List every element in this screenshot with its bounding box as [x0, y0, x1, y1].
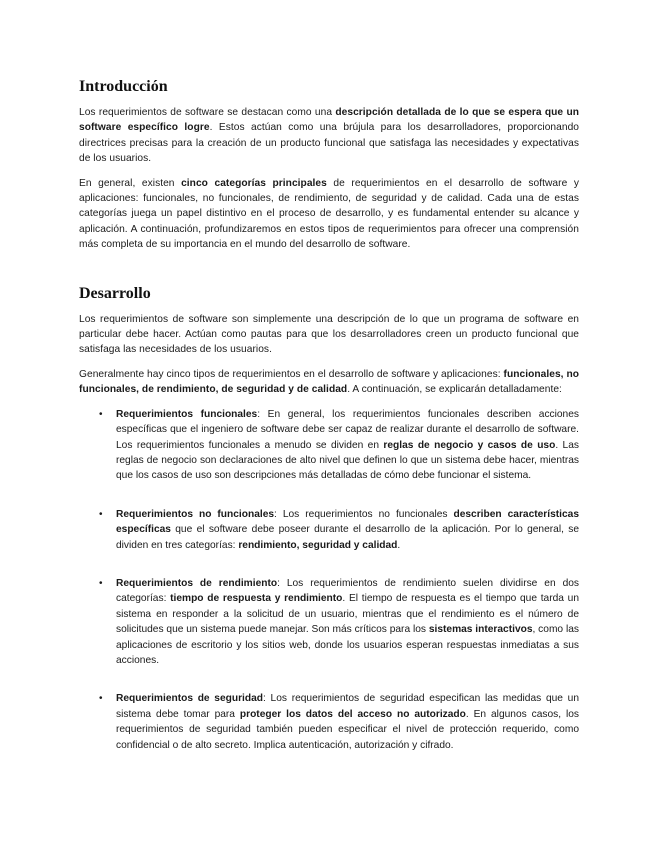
text: de requerimientos en el desarrollo de software y aplicaciones: funcionales, no funcionales, de rendimiento, de seguridad y de calidad. Cada una de estas categorías juega un papel distintivo en el proceso de desarrollo, y es fundamental entender su alcance y aplicación. A continuación, profundizaremos en estos tipos de requerimientos para ofrecer una comprensión más completa de su importancia en el mundo del desarrollo de software.	[79, 177, 580, 251]
text: Generalmente hay cinco tipos de requerimientos en el desarrollo de software y aplicaciones:	[79, 368, 504, 380]
bold-text: funcionales, no funcionales, de rendimiento, de seguridad y de calidad	[79, 368, 580, 396]
text: : Los requerimientos no funcionales	[274, 508, 454, 520]
list-item-functional	[79, 407, 579, 484]
bullet-icon: •	[99, 577, 103, 589]
bold-text: sistemas interactivos	[428, 624, 533, 636]
item-title: Requerimientos no funcionales	[116, 508, 275, 520]
intro-paragraph-1	[79, 105, 579, 167]
bold-text: describen características específicas	[116, 508, 579, 536]
item-title: Requerimientos funcionales	[116, 408, 258, 420]
requirements-list	[79, 407, 579, 753]
text: . Estos actúan como una brújula para los desarrolladores, proporcionando directrices precisas para la creación de un producto funcional que satisfaga las necesidades y expectativas de los usuarios.	[79, 122, 579, 165]
text: . A continuación, se explicarán detalladamente:	[347, 384, 562, 396]
text: En general, existen	[79, 177, 182, 189]
item-title: Requerimientos de seguridad	[116, 693, 263, 705]
development-paragraph-2	[79, 367, 579, 398]
bold-text: proteger los datos del acceso no autorizado	[239, 708, 466, 720]
document-body	[79, 78, 579, 776]
bold-text: cinco categorías principales	[181, 177, 327, 189]
intro-heading: Introducción	[79, 78, 168, 95]
bold-text: reglas de negocio y casos de uso	[383, 439, 556, 451]
text: : Los requerimientos de rendimiento suelen dividirse en dos categorías:	[116, 577, 579, 605]
text: : En general, los requerimientos funcionales describen acciones específicas que el ingeniero de software debe ser capaz de realizar durante el desarrollo de software. Los requerimientos funcionales a menudo se dividen en	[116, 408, 579, 451]
text: . El tiempo de respuesta es el tiempo que tarda un sistema en responder a la solicitud de un usuario, mientras que el rendimiento es el número de solicitudes que un sistema puede manejar. Son más críticos para los	[116, 593, 579, 636]
text: que el software debe poseer durante el desarrollo de la aplicación. Por lo general, se dividen en tres categorías:	[116, 524, 579, 551]
list-item-non-functional	[79, 507, 579, 553]
bullet-icon: •	[99, 508, 103, 520]
text: .	[397, 539, 401, 551]
list-item-performance	[79, 576, 579, 668]
item-title: Requerimientos de rendimiento	[116, 577, 278, 589]
development-heading: Desarrollo	[79, 284, 151, 302]
text: : Los requerimientos de seguridad especifican las medidas que un sistema debe tomar para	[116, 693, 579, 720]
bullet-icon: •	[99, 693, 103, 705]
bold-text: rendimiento, seguridad y calidad	[238, 539, 398, 551]
development-paragraph-1: Los requerimientos de software son simplemente una descripción de lo que un programa de software en particular debe hacer. Actúan como pautas para que los desarrolladores creen un producto funcional que satisfaga las necesidades de los usuarios.	[79, 313, 579, 356]
bold-text: descripción detallada de lo que se espera que un software específico logre	[79, 107, 579, 134]
bullet-icon: •	[99, 408, 103, 420]
text: . En algunos casos, los requerimientos de seguridad también pueden especificar el nivel de protección requerido, como confidencial o de alto secreto. Implica autenticación, autorización y cifrado.	[116, 708, 580, 751]
list-item-security	[79, 691, 579, 753]
text: . Las reglas de negocio son declaraciones de alto nivel que definen lo que un sistema debe hacer, mientras que los casos de uso son descripciones más detalladas de cómo debe funcionar el sistema.	[116, 439, 579, 482]
text: , como las aplicaciones de escritorio y los sitios web, donde los usuarios esperan respuestas inmediatas a sus acciones.	[116, 624, 579, 666]
intro-paragraph-2	[79, 176, 579, 253]
bold-text: tiempo de respuesta y rendimiento	[170, 593, 343, 605]
text: Los requerimientos de software se destacan como una	[79, 107, 336, 118]
